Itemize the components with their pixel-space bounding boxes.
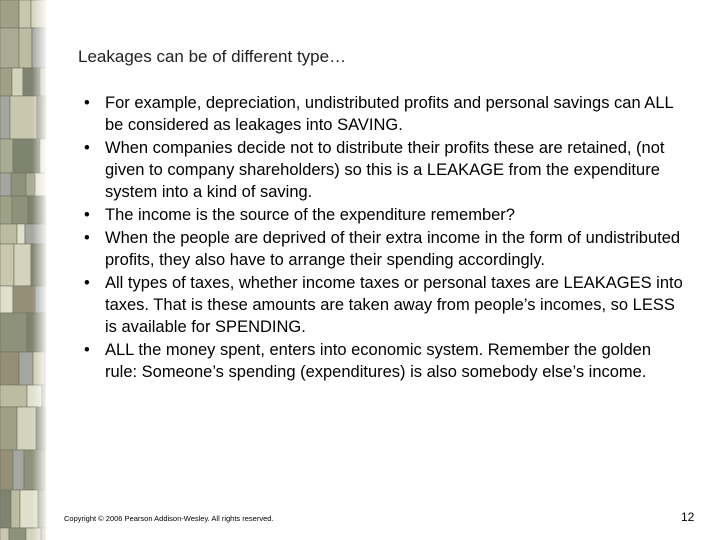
bullet-text: ALL the money spent, enters into economic system. Remember the golden rule: Someone’s spending (expenditures) is also somebody else’s income. [105, 341, 652, 381]
bullet-mark: • [84, 229, 90, 247]
bullet-item [84, 227, 684, 271]
footer-copyright: Copyright © 2006 Pearson Addison-Wesley. All rights reserved. [64, 514, 274, 523]
bullet-text: For example, depreciation, undistributed profits and personal savings can ALL be considered as leakages into SAVING. [105, 94, 674, 134]
bullet-item [84, 92, 684, 136]
bullet-text: When the people are deprived of their extra income in the form of undistributed profits, they also have to arrange their spending accordingly. [105, 229, 681, 269]
slide-title: Leakages can be of different type… [78, 47, 347, 66]
decorative-side-strip [0, 0, 46, 540]
strip-fade [0, 0, 46, 540]
patchwork-pattern [0, 0, 46, 540]
bullet-item [84, 137, 684, 203]
bullet-item [84, 204, 684, 226]
bullet-item [84, 272, 684, 338]
bullet-text: All types of taxes, whether income taxes or personal taxes are LEAKAGES into taxes. That is these amounts are taken away from people’s incomes, so LESS is available for SPENDING. [105, 274, 683, 336]
bullet-text: When companies decide not to distribute their profits these are retained, (not given to company shareholders) so this is a LEAKAGE from the expenditure system into a kind of saving. [105, 139, 665, 201]
bullet-mark: • [84, 139, 90, 157]
bullet-text: The income is the source of the expenditure remember? [105, 206, 515, 224]
bullet-mark: • [84, 274, 90, 292]
bullet-list [84, 92, 684, 384]
bullet-item [84, 339, 684, 383]
bullet-mark: • [84, 206, 90, 224]
bullet-mark: • [84, 341, 90, 359]
bullet-mark: • [84, 94, 90, 112]
page-number: 12 [681, 510, 695, 524]
